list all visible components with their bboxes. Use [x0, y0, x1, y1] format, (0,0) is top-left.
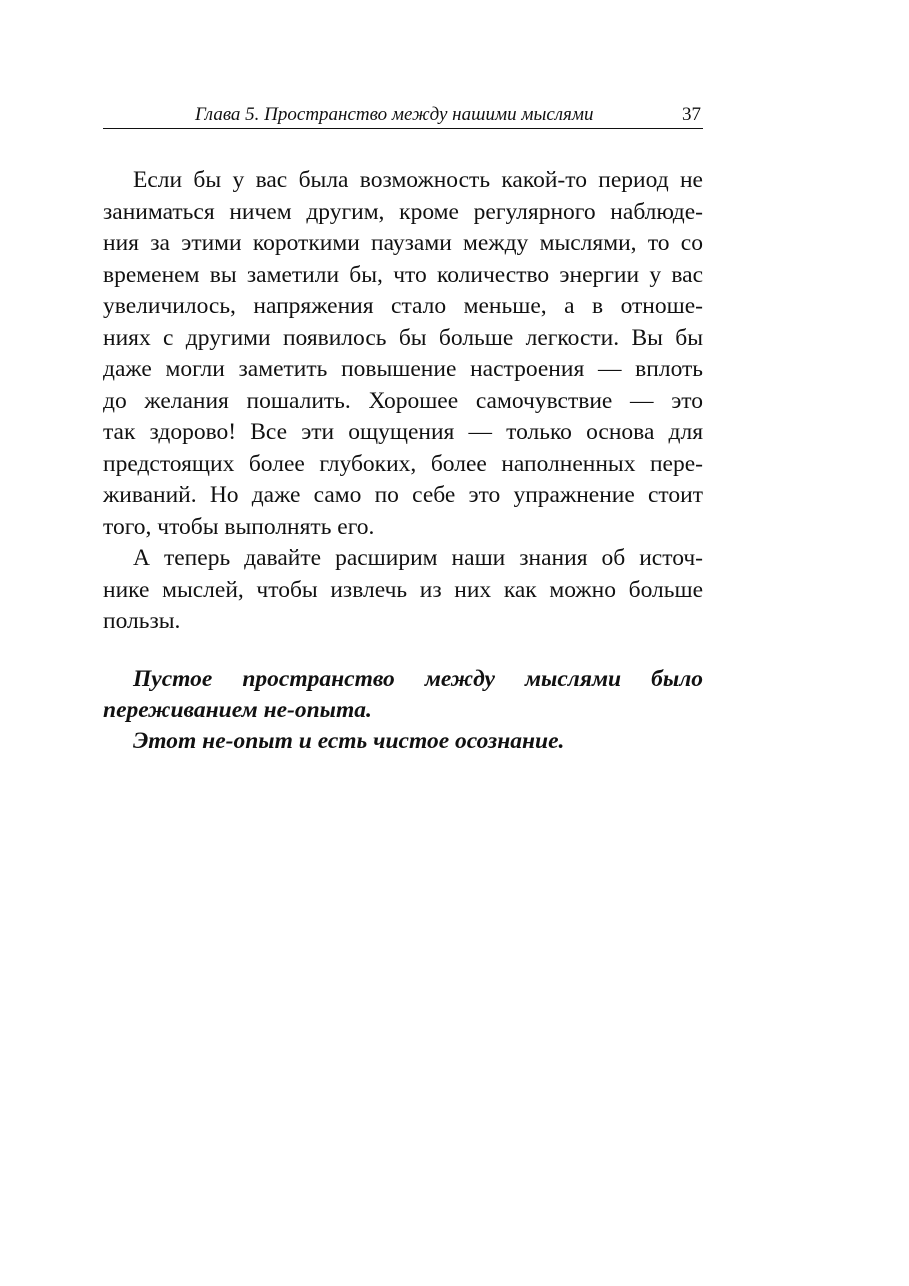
text-line: временем вы заметили бы, что количество энергии у вас [103, 261, 703, 288]
emphasis-quote [103, 664, 703, 757]
running-header [103, 102, 703, 129]
quote-line: переживанием не-опыта. [103, 697, 372, 723]
text-line: предстоящих более глубоких, более наполненных пере- [103, 450, 703, 477]
text-line: Если бы у вас была возможность какой-то период не [133, 167, 703, 193]
paragraph-2 [103, 543, 703, 638]
text-line: ния за этими короткими паузами между мыслями, то со [103, 230, 703, 256]
text-line: нике мыслей, чтобы извлечь из них как можно больше [103, 576, 703, 603]
text-line: увеличилось, напряжения стало меньше, а в отноше- [103, 293, 703, 319]
text-line: пользы. [103, 608, 181, 634]
quote-line: Этот не-опыт и есть чистое осознание. [133, 728, 565, 754]
text-line: даже могли заметить повышение настроения — вплоть [103, 356, 703, 382]
text-line: А теперь давайте расширим наши знания об источ- [133, 545, 703, 571]
text-line: до желания пошалить. Хорошее самочувствие — это [103, 387, 703, 414]
main-text [103, 165, 703, 638]
running-head-title: Глава 5. Пространство между нашими мыслями [195, 104, 594, 125]
text-line: того, чтобы выполнять его. [103, 513, 375, 540]
page-number: 37 [682, 104, 701, 125]
text-line: так здорово! Все эти ощущения — только основа для [103, 419, 703, 445]
text-line: заниматься ничем другим, кроме регулярного наблюде- [103, 198, 703, 225]
quote-line: Пустое пространство между мыслями было [133, 666, 703, 692]
paragraph-1 [103, 165, 703, 543]
text-line: ниях с другими появилось бы больше легкости. Вы бы [103, 324, 703, 351]
text-line: живаний. Но даже само по себе это упражнение стоит [103, 482, 703, 508]
